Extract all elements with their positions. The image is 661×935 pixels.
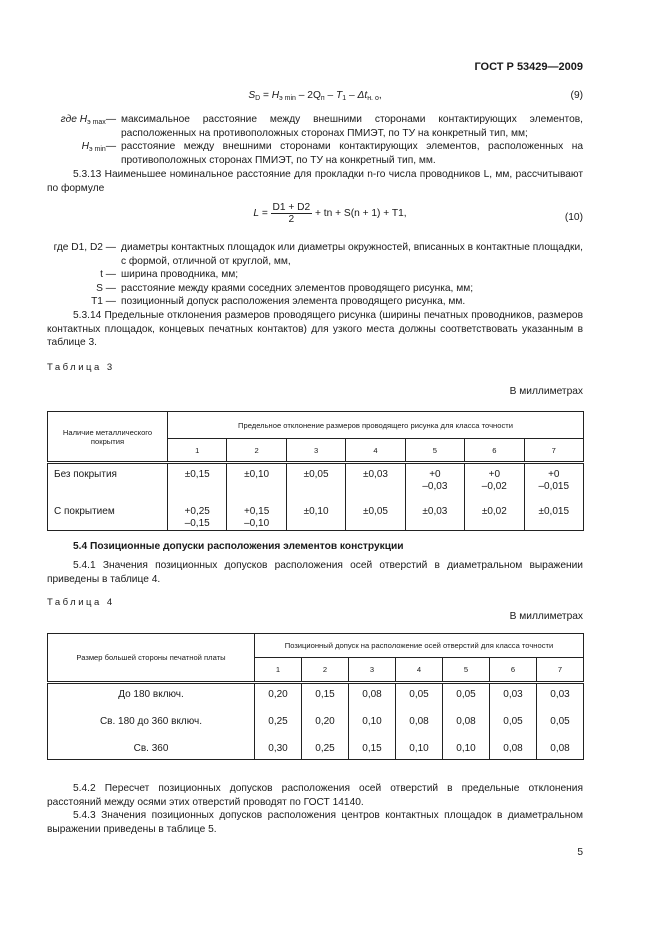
table-cell: +0 –0,015: [524, 463, 583, 501]
section-5-4-heading: 5.4 Позиционные допуски расположения элементов конструкции: [73, 541, 404, 552]
table-3-col0-header: Наличие металлического покрытия: [48, 412, 168, 463]
table-cell: ±0,10: [227, 463, 286, 501]
equation-number: (9): [570, 90, 583, 101]
class-header: 4: [346, 439, 405, 463]
def-dash: —: [105, 141, 116, 153]
table-cell: ±0,03: [346, 463, 405, 501]
table-cell: ±0,05: [286, 463, 345, 501]
document-header: ГОСТ Р 53429—2009: [474, 61, 583, 73]
row-label: Св. 360: [48, 738, 255, 760]
f9-lhs: S: [248, 90, 256, 101]
f10-denominator: 2: [288, 214, 295, 225]
definition-item: [47, 282, 583, 296]
table-cell: 0,05: [490, 711, 537, 738]
formula-9: $S_D = H_{э min} - 2Q_п - T_1 - \Delta t_{н. о}$, (9): [248, 90, 583, 102]
table-cell: 0,10: [349, 711, 396, 738]
table-cell: 0,20: [255, 683, 302, 711]
def-text: позиционный допуск расположения элемента проводящего рисунка, мм.: [121, 296, 466, 308]
class-header: 2: [227, 439, 286, 463]
definition-item: [47, 113, 583, 140]
fraction: [271, 202, 313, 225]
paragraph-5-3-13: 5.3.13 Наименьшее номинальное расстояние для прокладки n-го числа проводников L, мм, рассчитывают по формуле: [47, 169, 583, 194]
table-cell: 0,15: [349, 738, 396, 760]
class-header: 1: [255, 658, 302, 683]
def-term: H: [81, 141, 90, 153]
table-3-units: В миллиметрах: [509, 386, 583, 397]
table-cell: 0,08: [396, 711, 443, 738]
table-cell: 0,05: [443, 683, 490, 711]
table-cell: 0,03: [537, 683, 584, 711]
def-sub: э min: [89, 146, 106, 154]
table-4-caption: Таблица 4: [47, 597, 115, 608]
class-header: 5: [405, 439, 464, 463]
table-cell: 0,25: [255, 711, 302, 738]
table-cell: +0 –0,02: [465, 463, 524, 501]
table-row: [48, 463, 584, 501]
definition-item: [47, 241, 583, 268]
class-header: 1: [168, 439, 227, 463]
table-row: [48, 738, 584, 760]
formula-10-definitions: [47, 241, 583, 309]
table-3: [47, 411, 584, 531]
table-cell: 0,10: [396, 738, 443, 760]
table-cell: 0,10: [443, 738, 490, 760]
def-dash: —: [105, 114, 116, 125]
f9-t2-sub: 1: [342, 95, 347, 102]
row-label: Без покрытия: [48, 463, 168, 501]
def-text: ширина проводника, мм;: [121, 269, 239, 281]
table-cell: ±0,03: [405, 501, 464, 531]
paragraph-5-3-14: 5.3.14 Предельные отклонения размеров проводящего рисунка (ширины печатных проводников, размеров контактных площадок, концевых печатных контактов) для узкого места должны соответствовать указанным в таблице 3.: [47, 310, 583, 349]
table-cell: ±0,02: [465, 501, 524, 531]
class-header: 4: [396, 658, 443, 683]
table-cell: ±0,10: [286, 501, 345, 531]
def-term: t —: [100, 269, 116, 281]
table-row: [48, 501, 584, 531]
table-cell: +0 –0,03: [405, 463, 464, 501]
def-term: T1 —: [91, 296, 116, 308]
class-header: 7: [537, 658, 584, 683]
f9-t1: – 2Q: [298, 90, 321, 101]
def-text: расстояние между внешними сторонами контактирующих элементов, расположенных на противоположных сторонах ПМИЭТ, по ТУ на конкретный тип, мм.: [121, 141, 583, 166]
f10-rest: + tn + S(n + 1) + T1,: [315, 208, 407, 220]
table-cell: 0,15: [302, 683, 349, 711]
table-cell: ±0,15: [168, 463, 227, 501]
table-row: [48, 683, 584, 711]
def-term: где H: [60, 114, 88, 125]
paragraph-5-4-1: 5.4.1 Значения позиционных допусков расположения осей отверстий в диаметральном выражении приведены в таблице 4.: [47, 560, 583, 585]
formula-9-definitions: [47, 113, 583, 167]
table-cell: +0,15 –0,10: [227, 501, 286, 531]
table-cell: ±0,015: [524, 501, 583, 531]
table-cell: 0,05: [396, 683, 443, 711]
definition-item: [47, 268, 583, 282]
table-cell: 0,08: [443, 711, 490, 738]
paragraph-5-4-2: 5.4.2 Пересчет позиционных допусков расположения осей отверстий в предельные отклонения расстояний между осями этих отверстий проводят по ГОСТ 14140.: [47, 783, 583, 808]
definition-item: [47, 295, 583, 309]
f9-t1-sub: п: [320, 95, 325, 102]
table-cell: 0,08: [537, 738, 584, 760]
row-label: С покрытием: [48, 501, 168, 531]
class-header: 7: [524, 439, 583, 463]
table-cell: 0,05: [537, 711, 584, 738]
table-cell: 0,25: [302, 738, 349, 760]
f9-lhs-sub: D: [255, 95, 261, 102]
table-cell: 0,08: [349, 683, 396, 711]
f9-t2: – T: [327, 90, 343, 101]
row-label: До 180 включ.: [48, 683, 255, 711]
class-header: 3: [349, 658, 396, 683]
f9-h-sub: э min: [279, 95, 296, 102]
def-term: S —: [96, 282, 116, 294]
page-number: 5: [577, 847, 583, 858]
class-header: 6: [490, 658, 537, 683]
def-text: расстояние между краями соседних элементов проводящего рисунка, мм;: [121, 282, 474, 294]
def-text: максимальное расстояние между внешними сторонами контактирующих элементов, расположенных на противоположных сторонах ПМИЭТ, по ТУ на конкретный тип, мм;: [121, 114, 583, 139]
class-header: 5: [443, 658, 490, 683]
f9-t3-sub: н. о: [367, 95, 379, 102]
f9-tail: ,: [378, 90, 382, 101]
f9-t3: – Δt: [349, 90, 368, 101]
class-header: 2: [302, 658, 349, 683]
table-4: [47, 633, 584, 760]
definition-item: [47, 140, 583, 167]
table-cell: 0,08: [490, 738, 537, 760]
table-4-group-header: Позиционный допуск на расположение осей отверстий для класса точности: [255, 634, 584, 658]
table-cell: 0,30: [255, 738, 302, 760]
f10-lhs: L =: [253, 208, 268, 220]
def-text: диаметры контактных площадок или диаметры окружностей, вписанных в контактные площадки, с формой, отличной от круглой, мм,: [121, 242, 583, 267]
def-sub: э max: [87, 119, 106, 126]
paragraph-5-4-3: 5.4.3 Значения позиционных допусков расположения центров контактных площадок в диаметральном выражении приведены в таблице 5.: [47, 810, 583, 835]
table-4-units: В миллиметрах: [509, 611, 583, 622]
table-cell: 0,03: [490, 683, 537, 711]
table-cell: 0,20: [302, 711, 349, 738]
row-label: Св. 180 до 360 включ.: [48, 711, 255, 738]
class-header: 6: [465, 439, 524, 463]
f9-h: H: [271, 90, 280, 101]
def-term: где D1, D2 —: [53, 242, 116, 253]
table-3-group-header: Предельное отклонение размеров проводящего рисунка для класса точности: [168, 412, 584, 439]
table-cell: +0,25 –0,15: [168, 501, 227, 531]
table-cell: ±0,05: [346, 501, 405, 531]
formula-10: [47, 202, 583, 225]
f10-numerator: D1 + D2: [272, 202, 311, 213]
class-header: 3: [286, 439, 345, 463]
table-row: [48, 711, 584, 738]
table-4-col0-header: Размер большей стороны печатной платы: [48, 634, 255, 683]
table-3-caption: Таблица 3: [47, 362, 115, 373]
equation-number: (10): [564, 212, 583, 223]
